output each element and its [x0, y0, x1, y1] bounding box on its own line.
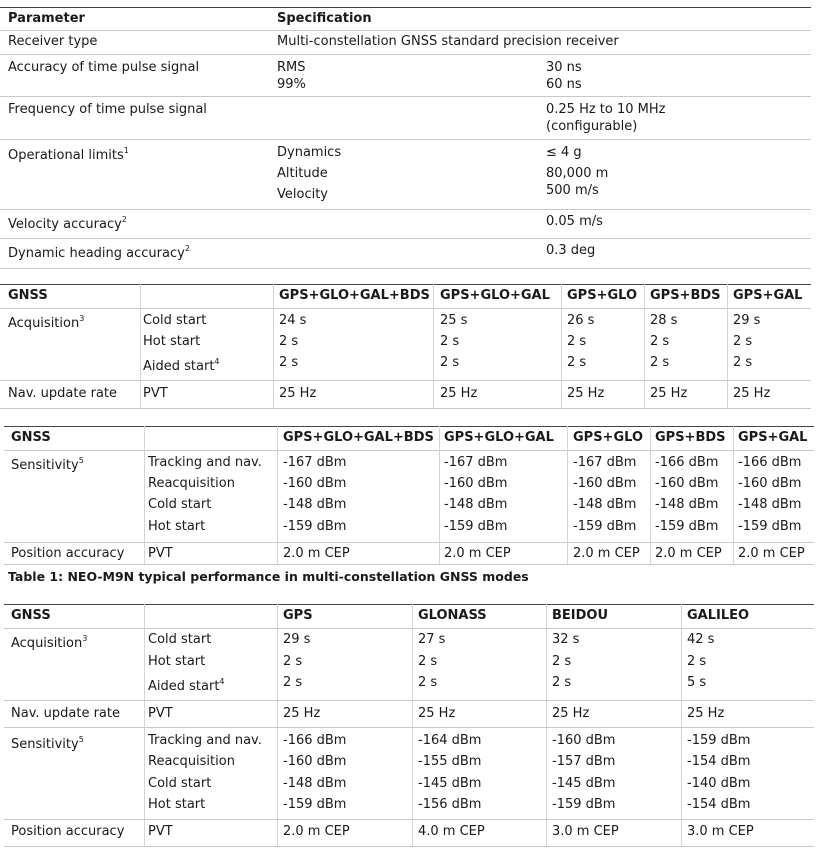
heading-accuracy-label: Dynamic heading accuracy$^2$: [8, 244, 190, 261]
footnote-ref: 1: [123, 146, 129, 155]
header-col-3: GPS+GLO: [567, 288, 637, 303]
value-cell: -167 dBm: [283, 455, 347, 470]
footnote-ref: 3: [79, 314, 85, 323]
value-cell: -148 dBm: [573, 497, 637, 512]
value-cell: 2 s: [650, 355, 670, 370]
acquisition-label: Acquisition$^3$: [8, 314, 85, 331]
value-cell: -156 dBm: [418, 797, 482, 812]
receiver-type-value: Multi-constellation GNSS standard precision receiver: [277, 34, 619, 49]
value-cell: 2.0 m CEP: [573, 546, 640, 561]
footnote-ref: 5: [78, 735, 84, 744]
dynamics-label: Dynamics: [277, 145, 342, 160]
value-cell: 2 s: [567, 355, 587, 370]
value-cell: -148 dBm: [283, 497, 347, 512]
row-label: Cold start: [148, 776, 212, 791]
header-gnss: GNSS: [8, 288, 48, 303]
position-accuracy-label: Position accuracy: [11, 546, 125, 561]
header-col-1: GPS: [283, 608, 313, 623]
row-label: Reacquisition: [148, 476, 235, 491]
sensitivity-label: Sensitivity$^5$: [11, 456, 84, 473]
row-label: Cold start: [143, 313, 207, 328]
row-label: PVT: [148, 824, 173, 839]
header-col-3: BEIDOU: [552, 608, 609, 623]
value-cell: -154 dBm: [687, 797, 751, 812]
value-cell: -160 dBm: [738, 476, 802, 491]
header-col-2: GPS+GLO+GAL: [440, 288, 550, 303]
p99-value: 60 ns: [546, 77, 582, 92]
value-cell: -148 dBm: [655, 497, 719, 512]
value-cell: 2 s: [733, 355, 753, 370]
footnote-ref: 4: [219, 677, 225, 686]
row-label: Tracking and nav.: [148, 733, 262, 748]
value-cell: 5 s: [687, 675, 707, 690]
position-accuracy-label: Position accuracy: [11, 824, 125, 839]
sensitivity-label: Sensitivity$^5$: [11, 735, 84, 752]
value-cell: -160 dBm: [283, 754, 347, 769]
value-cell: -140 dBm: [687, 776, 751, 791]
velocity-accuracy-value: 0.05 m/s: [546, 214, 603, 229]
time-pulse-frequency-value: 0.25 Hz to 10 MHz: [546, 102, 666, 117]
p99-label: 99%: [277, 77, 306, 92]
footnote-ref: 2: [184, 244, 190, 253]
value-cell: -164 dBm: [418, 733, 482, 748]
value-cell: -166 dBm: [655, 455, 719, 470]
value-cell: -166 dBm: [738, 455, 802, 470]
header-parameter: Parameter: [8, 11, 85, 26]
header-col-4: GPS+BDS: [650, 288, 721, 303]
header-col-4: GPS+BDS: [655, 430, 726, 445]
header-col-4: GALILEO: [687, 608, 750, 623]
row-label: PVT: [148, 706, 173, 721]
value-cell: -154 dBm: [687, 754, 751, 769]
row-label: Cold start: [148, 497, 212, 512]
value-cell: 29 s: [283, 632, 311, 647]
value-cell: -159 dBm: [687, 733, 751, 748]
value-cell: 2 s: [418, 675, 438, 690]
row-label: Hot start: [148, 654, 206, 669]
value-cell: -159 dBm: [738, 519, 802, 534]
sensitivity-table-multi: [4, 426, 814, 566]
value-cell: -160 dBm: [283, 476, 347, 491]
altitude-value: 80,000 m: [546, 166, 609, 181]
header-col-1: GPS+GLO+GAL+BDS: [279, 288, 430, 303]
header-gnss: GNSS: [11, 608, 51, 623]
row-label: Cold start: [148, 632, 212, 647]
value-cell: 2 s: [567, 334, 587, 349]
acquisition-table-multi: [0, 284, 811, 409]
single-constellation-table: [4, 604, 814, 848]
value-cell: -148 dBm: [444, 497, 508, 512]
value-cell: 2 s: [552, 675, 572, 690]
header-col-5: GPS+GAL: [733, 288, 803, 303]
footnote-ref: 3: [82, 634, 88, 643]
footnote-ref: 4: [214, 357, 220, 366]
table-top-rule: [0, 7, 811, 8]
header-col-3: GPS+GLO: [573, 430, 643, 445]
value-cell: 25 Hz: [567, 386, 605, 401]
value-cell: 28 s: [650, 313, 678, 328]
value-cell: -167 dBm: [444, 455, 508, 470]
row-label: Aided start$^4$: [143, 357, 220, 374]
value-cell: -148 dBm: [283, 776, 347, 791]
value-cell: 25 Hz: [440, 386, 478, 401]
header-gnss: GNSS: [11, 430, 51, 445]
receiver-type-label: Receiver type: [8, 34, 98, 49]
value-cell: 2 s: [283, 654, 303, 669]
velocity-value: 500 m/s: [546, 183, 599, 198]
value-cell: 2 s: [283, 675, 303, 690]
value-cell: 25 s: [440, 313, 468, 328]
value-cell: -160 dBm: [552, 733, 616, 748]
value-cell: -167 dBm: [573, 455, 637, 470]
row-label: Hot start: [148, 797, 206, 812]
row-label: PVT: [148, 546, 173, 561]
value-cell: -166 dBm: [283, 733, 347, 748]
nav-update-label: Nav. update rate: [11, 706, 120, 721]
value-cell: 3.0 m CEP: [552, 824, 619, 839]
value-cell: 25 Hz: [279, 386, 317, 401]
value-cell: 2 s: [279, 334, 299, 349]
value-cell: 27 s: [418, 632, 446, 647]
value-cell: -159 dBm: [283, 519, 347, 534]
spec-table: [0, 0, 811, 270]
value-cell: -157 dBm: [552, 754, 616, 769]
heading-accuracy-value: 0.3 deg: [546, 243, 596, 258]
time-pulse-frequency-note: (configurable): [546, 119, 638, 134]
value-cell: 2 s: [687, 654, 707, 669]
value-cell: 25 Hz: [733, 386, 771, 401]
row-label: Reacquisition: [148, 754, 235, 769]
nav-update-label: Nav. update rate: [8, 386, 117, 401]
header-col-5: GPS+GAL: [738, 430, 808, 445]
value-cell: 25 Hz: [687, 706, 725, 721]
value-cell: 25 Hz: [650, 386, 688, 401]
row-label: Tracking and nav.: [148, 455, 262, 470]
row-label: Hot start: [143, 334, 201, 349]
value-cell: 2.0 m CEP: [283, 546, 350, 561]
value-cell: -145 dBm: [552, 776, 616, 791]
header-col-1: GPS+GLO+GAL+BDS: [283, 430, 434, 445]
rms-label: RMS: [277, 60, 306, 75]
velocity-accuracy-label: Velocity accuracy$^2$: [8, 215, 127, 232]
operational-limits-label: Operational limits$^1$: [8, 146, 129, 163]
value-cell: -145 dBm: [418, 776, 482, 791]
velocity-label: Velocity: [277, 187, 328, 202]
value-cell: 2.0 m CEP: [444, 546, 511, 561]
value-cell: -159 dBm: [573, 519, 637, 534]
value-cell: -155 dBm: [418, 754, 482, 769]
value-cell: 4.0 m CEP: [418, 824, 485, 839]
value-cell: 2.0 m CEP: [738, 546, 805, 561]
value-cell: 2 s: [440, 334, 460, 349]
footnote-ref: 2: [121, 215, 127, 224]
value-cell: 25 Hz: [552, 706, 590, 721]
time-pulse-frequency-label: Frequency of time pulse signal: [8, 102, 207, 117]
value-cell: 3.0 m CEP: [687, 824, 754, 839]
value-cell: 26 s: [567, 313, 595, 328]
row-label: PVT: [143, 386, 168, 401]
value-cell: 2 s: [650, 334, 670, 349]
value-cell: 2.0 m CEP: [655, 546, 722, 561]
time-pulse-accuracy-label: Accuracy of time pulse signal: [8, 60, 200, 75]
value-cell: 29 s: [733, 313, 761, 328]
value-cell: -159 dBm: [444, 519, 508, 534]
value-cell: 2 s: [418, 654, 438, 669]
value-cell: 2 s: [733, 334, 753, 349]
value-cell: -160 dBm: [655, 476, 719, 491]
value-cell: 25 Hz: [283, 706, 321, 721]
header-col-2: GPS+GLO+GAL: [444, 430, 554, 445]
row-label: Hot start: [148, 519, 206, 534]
rms-value: 30 ns: [546, 60, 582, 75]
value-cell: -159 dBm: [655, 519, 719, 534]
value-cell: -160 dBm: [573, 476, 637, 491]
value-cell: 2.0 m CEP: [283, 824, 350, 839]
table-caption: Table 1: NEO-M9N typical performance in multi-constellation GNSS modes: [8, 569, 529, 584]
value-cell: 32 s: [552, 632, 580, 647]
footnote-ref: 5: [78, 456, 84, 465]
altitude-label: Altitude: [277, 166, 328, 181]
value-cell: -148 dBm: [738, 497, 802, 512]
row-label: Aided start$^4$: [148, 677, 225, 694]
value-cell: 2 s: [440, 355, 460, 370]
value-cell: -159 dBm: [283, 797, 347, 812]
value-cell: 42 s: [687, 632, 715, 647]
value-cell: 2 s: [279, 355, 299, 370]
value-cell: -160 dBm: [444, 476, 508, 491]
value-cell: 25 Hz: [418, 706, 456, 721]
value-cell: -159 dBm: [552, 797, 616, 812]
acquisition-label: Acquisition$^3$: [11, 634, 88, 651]
dynamics-value: ≤ 4 g: [546, 145, 582, 160]
header-col-2: GLONASS: [418, 608, 487, 623]
value-cell: 24 s: [279, 313, 307, 328]
header-specification: Specification: [277, 11, 372, 26]
value-cell: 2 s: [552, 654, 572, 669]
